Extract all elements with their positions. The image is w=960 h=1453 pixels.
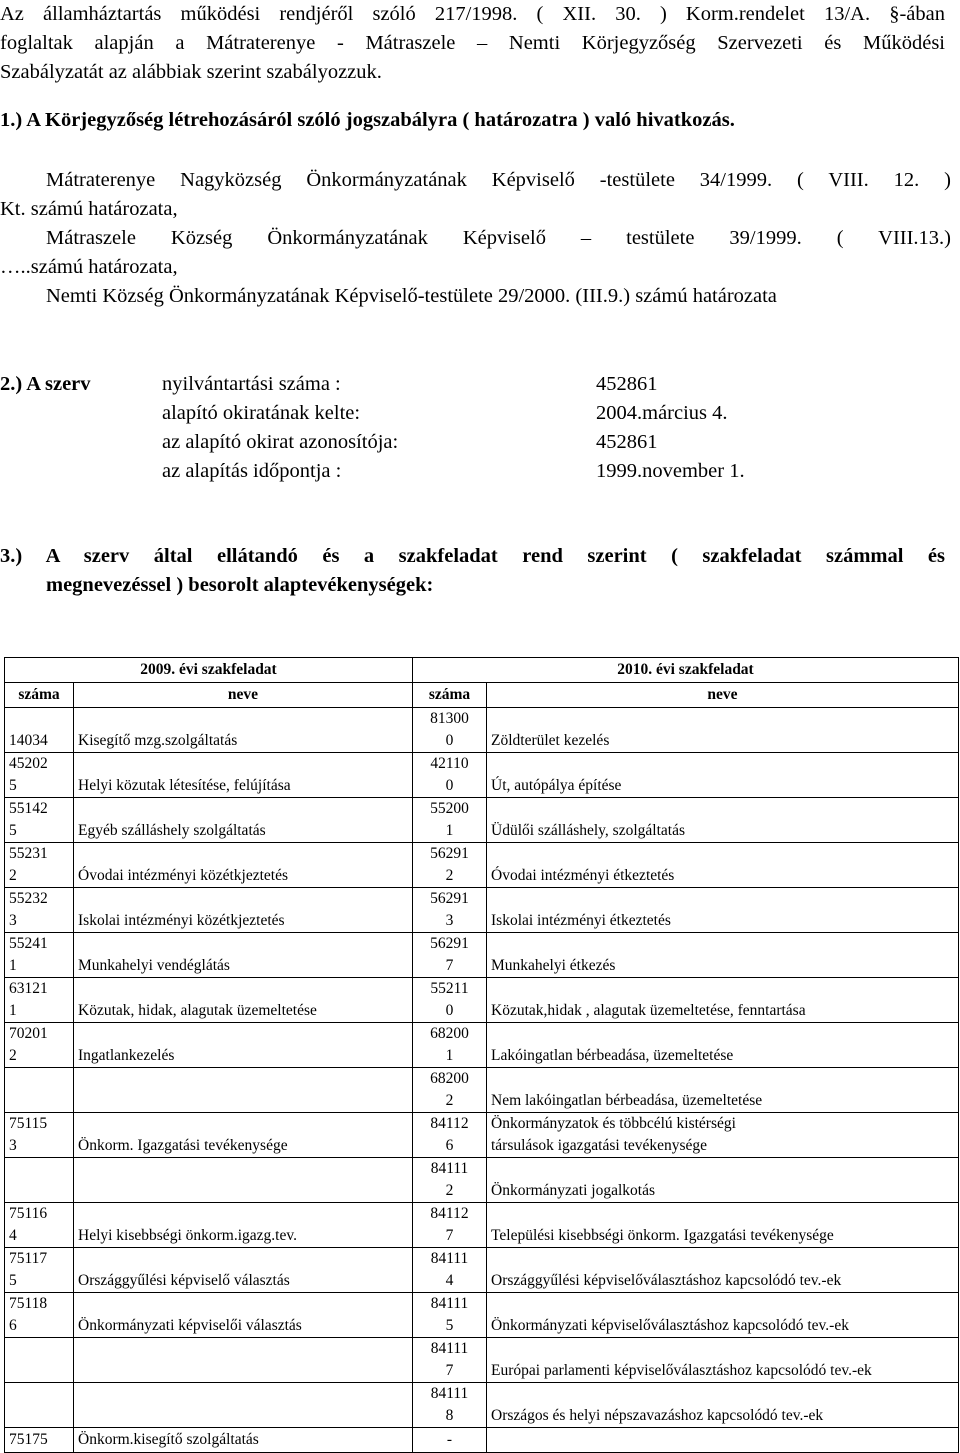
code-2009-part-2: 6	[9, 1317, 17, 1334]
code-2009	[5, 1113, 74, 1158]
code-2010-part-1: 84111	[430, 1340, 469, 1357]
col-header-szama-2009: száma	[5, 683, 74, 708]
code-2009-part-2: 2	[9, 867, 17, 884]
col-header-neve-2009: neve	[74, 683, 413, 708]
code-2010-part-1: 84112	[430, 1115, 469, 1132]
code-2009-part-2: 5	[9, 777, 17, 794]
code-2009	[5, 708, 74, 753]
name-2009: Önkormányzati képviselői választás	[74, 1293, 413, 1338]
name-2009	[74, 1383, 413, 1428]
code-2010	[413, 1113, 487, 1158]
table-subheader-row	[5, 683, 959, 708]
table-row	[5, 1023, 959, 1068]
code-2010	[413, 843, 487, 888]
col-header-szama-2010: száma	[413, 683, 487, 708]
table-row	[5, 1248, 959, 1293]
name-2009: Munkahelyi vendéglátás	[74, 933, 413, 978]
code-2009-part-2: 2	[9, 1047, 17, 1064]
code-2010-part-2: 2	[445, 1182, 454, 1199]
reference-3: Nemti Község Önkormányzatának Képviselő-testülete 29/2000. (III.9.) számú határozata	[46, 285, 777, 307]
code-2009-part-2: 1	[9, 1002, 17, 1019]
name-2010-line: társulások igazgatási tevékenysége	[491, 1137, 708, 1154]
name-2010	[487, 1068, 959, 1113]
name-2009: Óvodai intézményi közétkjeztetés	[74, 843, 413, 888]
name-2010-line-1: Önkormányzatok és többcélú kistérségi	[491, 1115, 736, 1132]
section-2-value: 1999.november 1.	[596, 460, 745, 482]
code-2009-part-1: 45202	[9, 755, 48, 772]
code-2010-part-1: 81300	[430, 710, 469, 727]
section-3-line-1: 3.) A szerv által ellátandó és a szakfeladat rend szerint ( szakfeladat számmal és	[0, 545, 945, 567]
reference-1a: Mátraterenye Nagyközség Önkormányzatának Képviselő -testülete 34/1999. ( VIII. 12. )	[46, 169, 951, 191]
table-row	[5, 753, 959, 798]
name-2010-line: Iskolai intézményi étkeztetés	[491, 912, 671, 929]
code-2009-part-1: 55232	[9, 890, 48, 907]
name-2010-line: Önkormányzati képviselőválasztáshoz kapcsolódó tev.-ek	[491, 1317, 849, 1334]
code-2010	[413, 888, 487, 933]
code-2010-part-1: 56291	[430, 845, 469, 862]
code-2010-part-2: 0	[445, 1002, 454, 1019]
code-2009-part-1: 75115	[9, 1115, 48, 1132]
code-2009	[5, 753, 74, 798]
code-2009	[5, 933, 74, 978]
name-2010-line: Nem lakóingatlan bérbeadása, üzemeltetése	[491, 1092, 763, 1109]
code-2010-part-2: 5	[445, 1317, 454, 1334]
table-row	[5, 843, 959, 888]
code-2009-part-1: 55142	[9, 800, 48, 817]
code-2010-part-1: 84111	[430, 1160, 469, 1177]
code-2010	[413, 708, 487, 753]
code-2009	[5, 1068, 74, 1113]
section-2-row	[0, 399, 745, 428]
code-2010-part-2: 8	[445, 1407, 454, 1424]
code-2010	[413, 1023, 487, 1068]
code-2009	[5, 1293, 74, 1338]
code-2010-part-1: 56291	[430, 890, 469, 907]
spacer	[0, 428, 162, 457]
section-2-key: az alapítás időpontja :	[162, 460, 342, 482]
table-row-last	[5, 1428, 959, 1453]
code-2010-part-2: 1	[445, 822, 454, 839]
code-2010-part-2: 3	[445, 912, 454, 929]
code-2009	[5, 1383, 74, 1428]
name-2009: Közutak, hidak, alagutak üzemeltetése	[74, 978, 413, 1023]
code-2010-part-2: 7	[445, 957, 454, 974]
intro-line-2: foglaltak alapján a Mátraterenye - Mátraszele – Nemti Körjegyzőség Szervezeti és Működési	[0, 32, 945, 54]
name-2010	[487, 1023, 959, 1068]
section-2-key: alapító okiratának kelte:	[162, 402, 361, 424]
code-2010-part-2: 6	[445, 1137, 454, 1154]
code-2010: -	[413, 1428, 487, 1453]
name-2009: Önkorm.kisegítő szolgáltatás	[74, 1428, 413, 1453]
name-2010-line: Munkahelyi étkezés	[491, 957, 616, 974]
name-2010-line: Zöldterület kezelés	[491, 732, 610, 749]
code-2009	[5, 1248, 74, 1293]
name-2009	[74, 1158, 413, 1203]
code-2009-part-2: 1	[9, 957, 17, 974]
section-3-line-2: megnevezéssel ) besorolt alaptevékenységek:	[46, 574, 434, 596]
code-2010-part-2: 2	[445, 1092, 454, 1109]
table-header-row	[5, 658, 959, 683]
name-2009: Egyéb szálláshely szolgáltatás	[74, 798, 413, 843]
name-2009: Országgyűlési képviselő választás	[74, 1248, 413, 1293]
section-2-row	[0, 428, 745, 457]
code-2010-part-1: 55200	[430, 800, 469, 817]
code-2009-part-1: 55241	[9, 935, 48, 952]
code-2009-part-2: 3	[9, 912, 17, 929]
name-2010	[487, 798, 959, 843]
table-row	[5, 1203, 959, 1248]
code-2010-part-2: 7	[445, 1362, 454, 1379]
name-2010	[487, 843, 959, 888]
section-1-references	[0, 166, 951, 311]
code-2010-part-2: 7	[445, 1227, 454, 1244]
name-2010	[487, 888, 959, 933]
code-2010-part-2: 1	[445, 1047, 454, 1064]
code-2009-part-1: 55231	[9, 845, 48, 862]
reference-2b: …..számú határozata,	[0, 256, 178, 278]
intro-line-1: Az államháztartás működési rendjéről szóló 217/1998. ( XII. 30. ) Korm.rendelet 13/A. §-ában	[0, 3, 945, 25]
code-2010-part-1: 55211	[430, 980, 469, 997]
code-2009	[5, 1338, 74, 1383]
name-2010	[487, 978, 959, 1023]
name-2010	[487, 753, 959, 798]
name-2010-line: Országgyűlési képviselőválasztáshoz kapcsolódó tev.-ek	[491, 1272, 842, 1289]
code-2009	[5, 978, 74, 1023]
tasks-table	[4, 657, 959, 1453]
code-2009-part-1: 70201	[9, 1025, 48, 1042]
code-2010	[413, 1248, 487, 1293]
table-row	[5, 888, 959, 933]
name-2010	[487, 1158, 959, 1203]
name-2010	[487, 1338, 959, 1383]
code-2009-part-1: 63121	[9, 980, 48, 997]
code-2010-part-1: 68200	[430, 1070, 469, 1087]
tasks-table-body	[5, 658, 959, 1453]
name-2010	[487, 1293, 959, 1338]
code-2009	[5, 843, 74, 888]
name-2010	[487, 933, 959, 978]
name-2009	[74, 1338, 413, 1383]
spacer	[0, 457, 162, 486]
code-2009-part-2: 3	[9, 1137, 17, 1154]
code-2010-part-1: 84111	[430, 1385, 469, 1402]
name-2009	[74, 1068, 413, 1113]
reference-1b	[0, 195, 951, 224]
name-2009: Kisegítő mzg.szolgáltatás	[74, 708, 413, 753]
table-row	[5, 798, 959, 843]
code-2010-part-1: 84111	[430, 1295, 469, 1312]
name-2010-line: Közutak,hidak , alagutak üzemeltetése, fenntartása	[491, 1002, 806, 1019]
code-2010	[413, 753, 487, 798]
section-2-value: 452861	[596, 431, 658, 453]
code-2009-part-2: 4	[9, 1227, 17, 1244]
reference-1b-text: Kt. számú határozata,	[0, 198, 178, 220]
code-2009-part-2: 5	[9, 1272, 17, 1289]
name-2010	[487, 1383, 959, 1428]
name-2010-line: Út, autópálya építése	[491, 777, 622, 794]
section-2	[0, 370, 745, 486]
name-2010	[487, 708, 959, 753]
name-2010-line: Települési kisebbségi önkorm. Igazgatási tevékenysége	[491, 1227, 834, 1244]
name-2009: Önkorm. Igazgatási tevékenysége	[74, 1113, 413, 1158]
section-2-key: nyilvántartási száma :	[162, 373, 341, 395]
name-2010-line: Önkormányzati jogalkotás	[491, 1182, 655, 1199]
table-row	[5, 1383, 959, 1428]
section-2-label: 2.) A szerv	[0, 373, 91, 395]
code-2009-part-1: 75116	[9, 1205, 48, 1222]
name-2010-line: Lakóingatlan bérbeadása, üzemeltetése	[491, 1047, 734, 1064]
code-2010-part-1: 56291	[430, 935, 469, 952]
intro-line-3: Szabályzatát az alábbiak szerint szabályozzuk.	[0, 61, 382, 83]
table-row	[5, 978, 959, 1023]
section-2-value: 2004.március 4.	[596, 402, 728, 424]
name-2010-line: Óvodai intézményi étkeztetés	[491, 867, 675, 884]
code-2010	[413, 1338, 487, 1383]
code-2010-part-1: 68200	[430, 1025, 469, 1042]
table-row	[5, 1068, 959, 1113]
code-2009	[5, 1158, 74, 1203]
name-2009: Iskolai intézményi közétkjeztetés	[74, 888, 413, 933]
code-2010-part-2: 4	[445, 1272, 454, 1289]
section-3-title	[0, 542, 945, 600]
table-row	[5, 1158, 959, 1203]
table-row	[5, 1338, 959, 1383]
header-2009: 2009. évi szakfeladat	[5, 658, 413, 683]
section-2-key: az alapító okirat azonosítója:	[162, 431, 399, 453]
code-2010-part-2: 0	[445, 732, 454, 749]
section-2-value: 452861	[596, 373, 658, 395]
name-2010-line: Üdülői szálláshely, szolgáltatás	[491, 822, 685, 839]
code-2010	[413, 1158, 487, 1203]
code-2010-part-2: 0	[445, 777, 454, 794]
table-row	[5, 1113, 959, 1158]
name-2009: Helyi közutak létesítése, felújítása	[74, 753, 413, 798]
code-2009-part-2: 14034	[9, 732, 48, 749]
code-2010-part-2: 2	[445, 867, 454, 884]
code-2009-part-2: 5	[9, 822, 17, 839]
table-row	[5, 708, 959, 753]
section-2-row	[0, 370, 745, 399]
name-2010-line: Országos és helyi népszavazáshoz kapcsolódó tev.-ek	[491, 1407, 824, 1424]
code-2010	[413, 933, 487, 978]
code-2010-part-1: 42110	[430, 755, 469, 772]
code-2010	[413, 1068, 487, 1113]
code-2009-part-1: 75118	[9, 1295, 48, 1312]
table-row	[5, 933, 959, 978]
code-2010	[413, 978, 487, 1023]
code-2010	[413, 1203, 487, 1248]
intro-paragraph	[0, 0, 945, 87]
code-2009	[5, 888, 74, 933]
name-2010	[487, 1248, 959, 1293]
section-2-row	[0, 457, 745, 486]
code-2009	[5, 1023, 74, 1068]
name-2010	[487, 1428, 959, 1453]
spacer	[0, 399, 162, 428]
code-2010	[413, 798, 487, 843]
section-1-title: 1.) A Körjegyzőség létrehozásáról szóló jogszabályra ( határozatra ) való hivatkozás.	[0, 109, 735, 131]
name-2010-line: Európai parlamenti képviselőválasztáshoz kapcsolódó tev.-ek	[491, 1362, 872, 1379]
code-2009-part-1: 75117	[9, 1250, 48, 1267]
reference-2a: Mátraszele Község Önkormányzatának Képviselő – testülete 39/1999. ( VIII.13.)	[46, 227, 951, 249]
header-2010: 2010. évi szakfeladat	[413, 658, 959, 683]
code-2009	[5, 798, 74, 843]
name-2009: Helyi kisebbségi önkorm.igazg.tev.	[74, 1203, 413, 1248]
col-header-neve-2010: neve	[487, 683, 959, 708]
code-2010	[413, 1383, 487, 1428]
name-2010	[487, 1203, 959, 1248]
name-2009: Ingatlankezelés	[74, 1023, 413, 1068]
name-2010	[487, 1113, 959, 1158]
code-2010	[413, 1293, 487, 1338]
code-2010-part-1: 84112	[430, 1205, 469, 1222]
code-2010-part-1: 84111	[430, 1250, 469, 1267]
code-2009: 75175	[5, 1428, 74, 1453]
code-2009	[5, 1203, 74, 1248]
table-row	[5, 1293, 959, 1338]
